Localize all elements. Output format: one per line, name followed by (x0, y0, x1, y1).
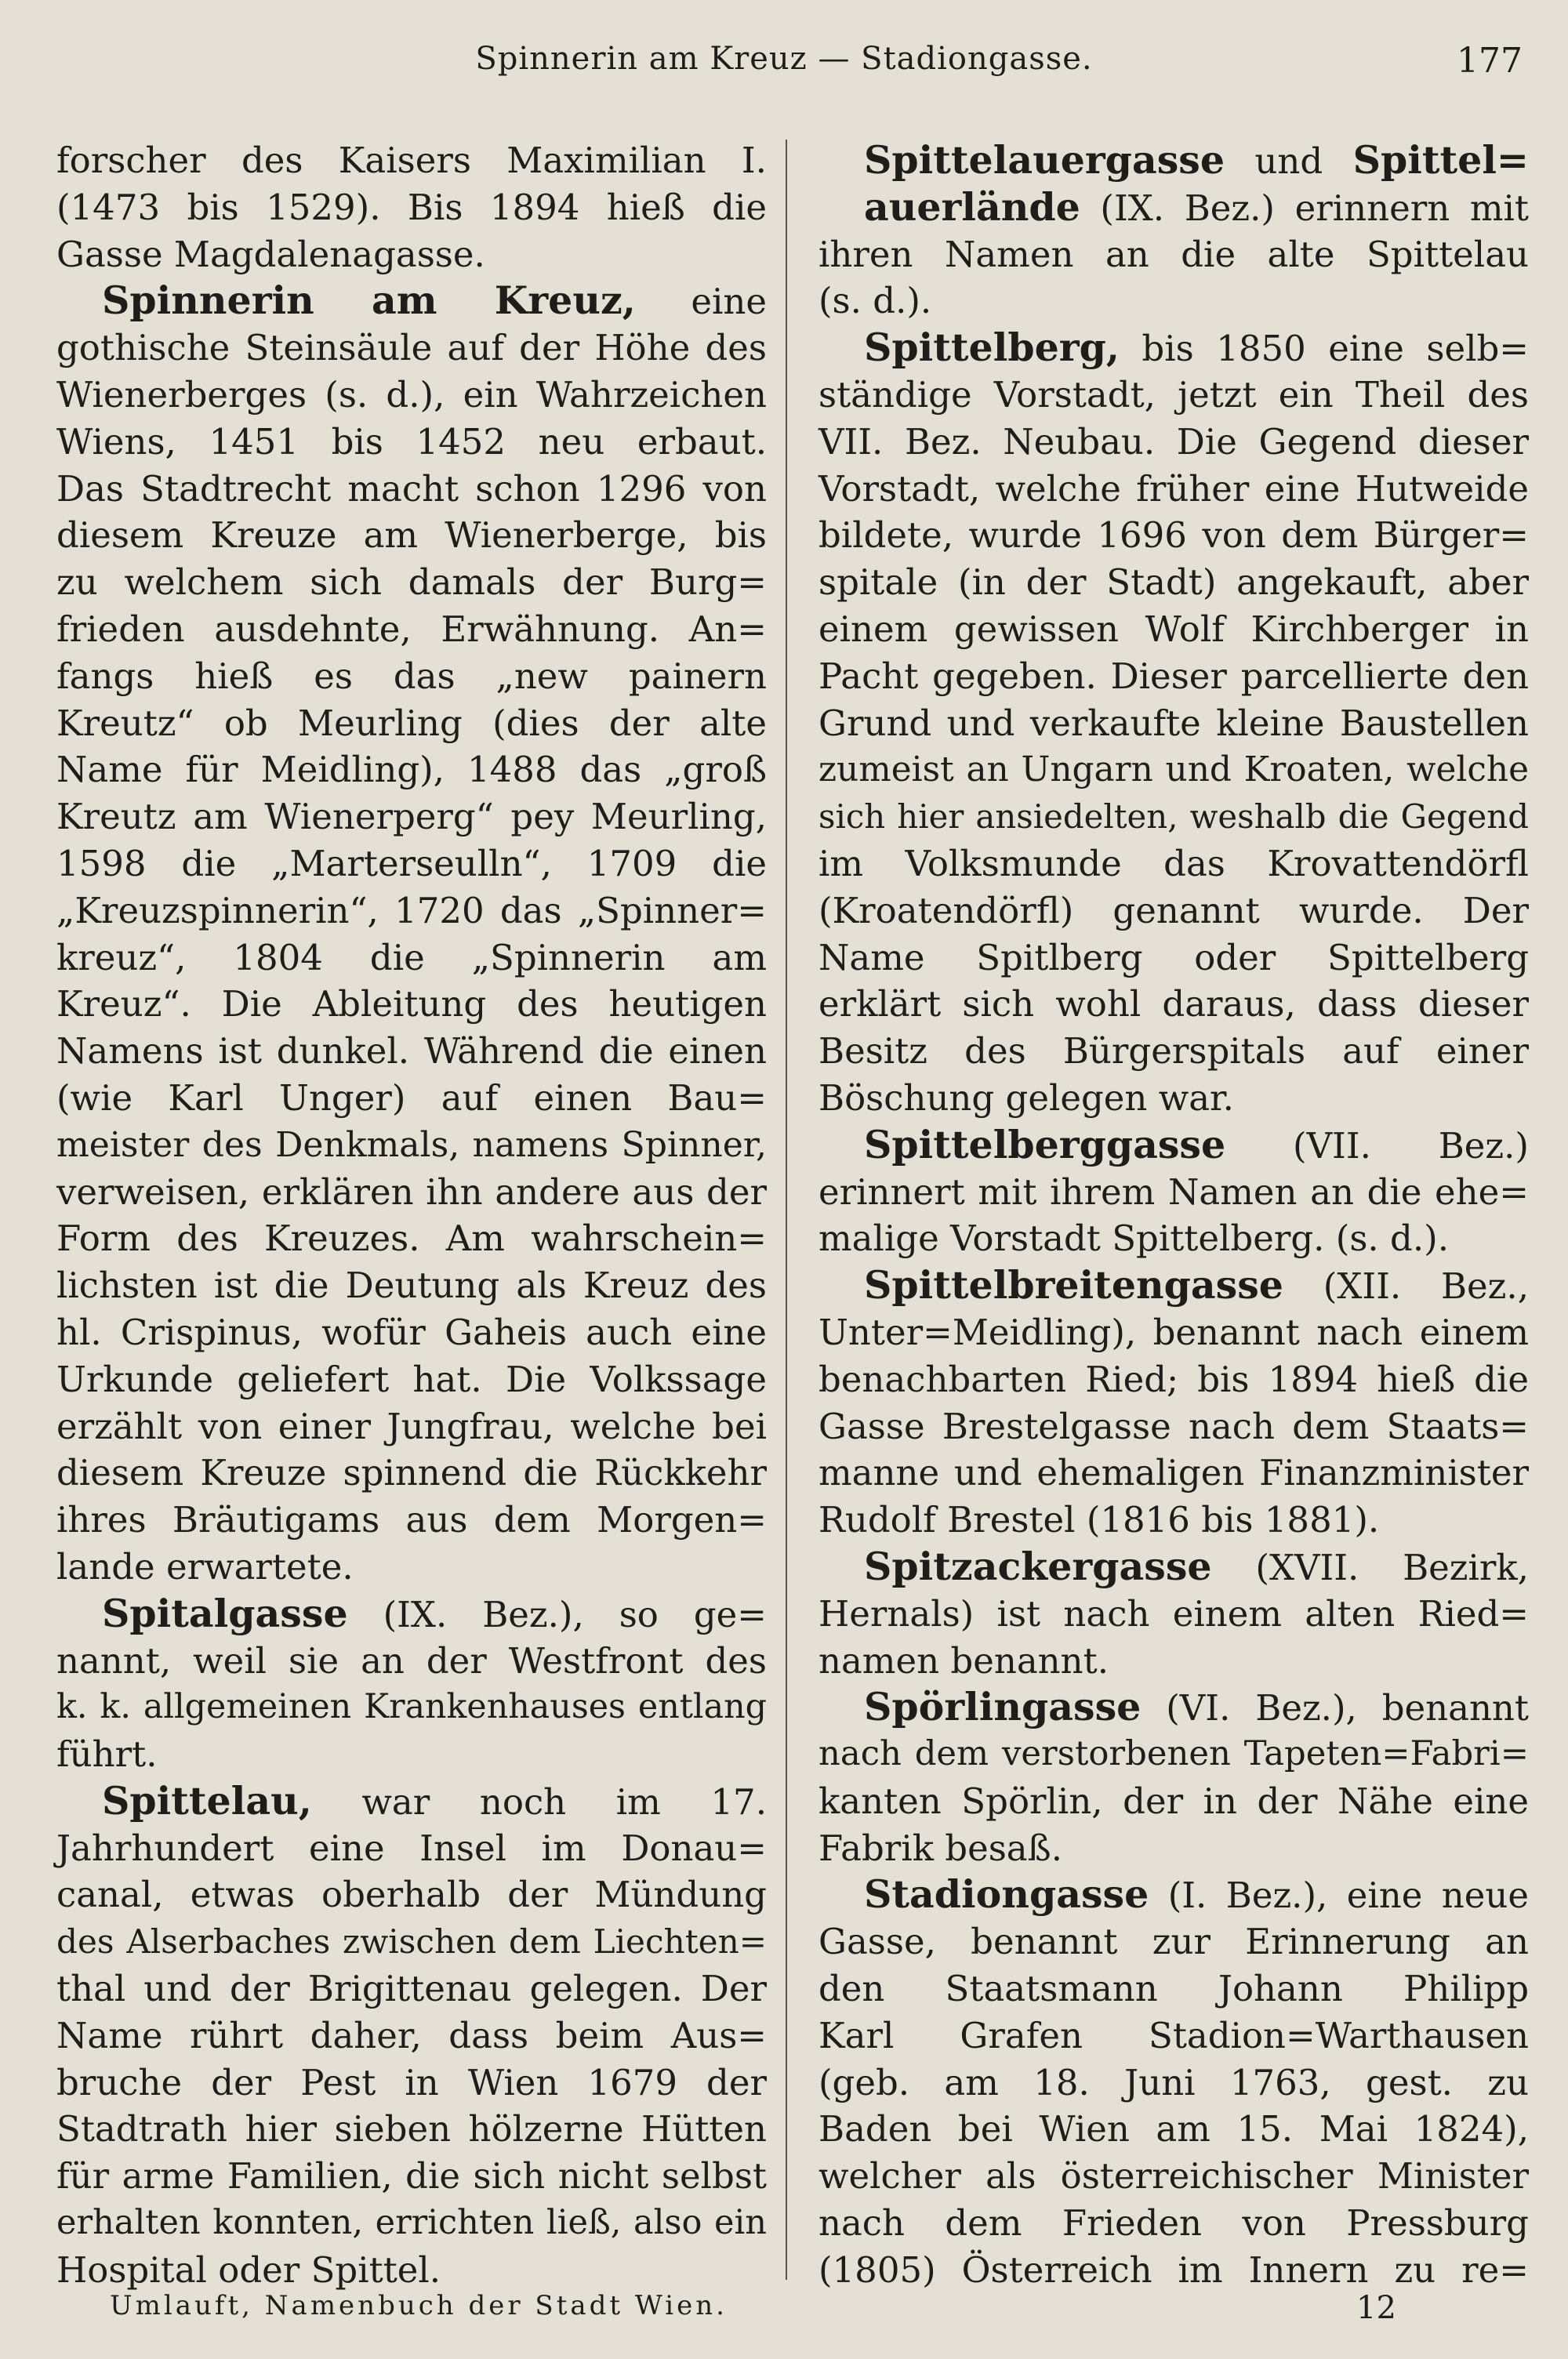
text-line (818, 512, 1529, 559)
text-line (56, 1731, 767, 1778)
text-line (56, 653, 767, 700)
text-line (818, 2153, 1529, 2200)
text-line (56, 935, 767, 982)
text-line (818, 1591, 1529, 1638)
text-line (818, 1403, 1529, 1450)
text-line (818, 1075, 1529, 1122)
line-text: war noch im 17. (311, 1780, 767, 1823)
text-line (56, 1403, 767, 1450)
line-text: (XII. Bez., (1283, 1265, 1529, 1308)
text-line (818, 1825, 1529, 1872)
line-text: fangs hieß es das „new painern (56, 655, 767, 697)
line-text: ständige Vorstadt, jetzt ein Theil des (818, 373, 1529, 416)
line-text: sich hier ansiedelten, weshalb die Gegend (818, 797, 1529, 837)
line-text: Fabrik besaß. (818, 1827, 1063, 1869)
line-text: (IX. Bez.), so ge= (347, 1593, 767, 1635)
text-line (818, 1638, 1529, 1685)
text-line (56, 1356, 767, 1403)
text-line (56, 137, 767, 184)
line-text: ihres Bräutigams aus dem Morgen= (56, 1499, 767, 1541)
line-text: (XVII. Bezirk, (1211, 1546, 1529, 1588)
text-line (818, 466, 1529, 513)
line-text: Besitz des Bürgerspitals auf einer (818, 1030, 1529, 1072)
running-head (0, 41, 1568, 88)
entry-heading-line (818, 325, 1529, 372)
text-line (818, 700, 1529, 747)
entry-headword: Spittelberg, (864, 325, 1120, 371)
line-text: (VII. Bez.) (1225, 1124, 1529, 1167)
line-text: Kreuz“. Die Ableitung des heutigen (56, 983, 767, 1025)
text-line (818, 559, 1529, 606)
line-text: Name rührt daher, dass beim Aus= (56, 2014, 767, 2056)
line-text: Gasse Magdalenagasse. (56, 233, 485, 275)
line-text: Form des Kreuzes. Am wahrschein= (56, 1218, 767, 1260)
text-line (56, 746, 767, 793)
line-text: welcher als österreichischer Minister (818, 2155, 1529, 2197)
entry-heading-line (56, 1778, 767, 1825)
entry-headword: auerlände (864, 183, 1080, 230)
line-text: Rudolf Brestel (1816 bis 1881). (818, 1499, 1380, 1541)
entry-headword: Spittel= (1352, 137, 1529, 183)
line-text: spitale (in der Stadt) angekauft, aber (818, 561, 1529, 604)
text-line (56, 325, 767, 372)
line-text: (1805) Österreich im Innern zu re= (818, 2248, 1529, 2291)
entry-heading-line (818, 137, 1529, 184)
text-line (56, 1871, 767, 1918)
text-line (56, 1028, 767, 1075)
text-line (56, 2153, 767, 2200)
entry-heading-line (818, 1544, 1529, 1591)
text-line (56, 1122, 767, 1169)
line-text: VII. Bez. Neubau. Die Gegend dieser (818, 420, 1529, 463)
entry-headword: Stadiongasse (864, 1871, 1149, 1918)
signature-mark: 12 (1356, 2290, 1396, 2326)
text-line (818, 746, 1529, 793)
text-line (56, 512, 767, 559)
line-text: Jahrhundert eine Insel im Donau= (56, 1827, 767, 1869)
line-text: Karl Grafen Stadion=Warthausen (818, 2014, 1529, 2056)
line-text: zu welchem sich damals der Burg= (56, 561, 767, 604)
line-text: namen benannt. (818, 1639, 1109, 1682)
text-line (56, 466, 767, 513)
line-text: forscher des Kaisers Maximilian I. (56, 140, 767, 181)
line-text: den Staatsmann Johann Philipp (818, 1968, 1529, 2010)
text-line (818, 653, 1529, 700)
left-column (56, 137, 767, 2294)
line-text: (geb. am 18. Juni 1763, gest. zu (818, 2061, 1529, 2103)
line-text: „Kreuzspinnerin“, 1720 das „Spinner= (56, 889, 767, 931)
text-line (818, 981, 1529, 1028)
entry-headword: Spinnerin am Kreuz, (102, 278, 636, 324)
entry-headword: Spittelberggasse (864, 1121, 1226, 1167)
line-text: Name Spitlberg oder Spittelberg (818, 936, 1529, 978)
line-text: führt. (56, 1733, 158, 1776)
text-line (56, 372, 767, 419)
right-column (818, 137, 1529, 2294)
text-line (56, 2060, 767, 2107)
line-text: (VI. Bez.), benannt (1141, 1687, 1529, 1729)
text-line (818, 1169, 1529, 1216)
text-line (818, 2200, 1529, 2247)
text-line (818, 2012, 1529, 2060)
running-title: Spinnerin am Kreuz — Stadiongasse. (475, 41, 1093, 77)
line-text: zumeist an Ungarn und Kroaten, welche (818, 749, 1529, 790)
text-line (56, 1544, 767, 1591)
line-text: kreuz“, 1804 die „Spinnerin am (56, 936, 767, 978)
text-line (818, 231, 1529, 278)
entry-heading-line (818, 184, 1529, 231)
line-text: Vorstadt, welche früher eine Hutweide (818, 467, 1529, 510)
page-number: 177 (1457, 41, 1523, 81)
line-text: Gasse, benannt zur Erinnerung an (818, 1921, 1529, 1963)
text-line (56, 1684, 767, 1731)
line-text: canal, etwas oberhalb der Mündung (56, 1874, 767, 1916)
line-text: meister des Denkmals, namens Spinner, (56, 1124, 767, 1165)
line-text: nannt, weil sie an der Westfront des (56, 1639, 767, 1682)
text-line (56, 2200, 767, 2247)
line-text: diesem Kreuze am Wienerberge, bis (56, 514, 767, 557)
text-line (818, 1497, 1529, 1544)
text-line (818, 606, 1529, 653)
entry-heading-line (56, 278, 767, 325)
text-line (818, 1918, 1529, 1965)
line-text: (Kroatendörfl) genannt wurde. Der (818, 889, 1529, 931)
text-line (56, 1262, 767, 1309)
line-text: Böschung gelegen war. (818, 1076, 1234, 1119)
line-text: lande erwartete. (56, 1545, 354, 1588)
line-text: Hospital oder Spittel. (56, 2248, 441, 2291)
text-line (56, 981, 767, 1028)
line-text: Pacht gegeben. Dieser parcellierte den (818, 655, 1529, 697)
text-line (818, 935, 1529, 982)
line-text: Hernals) ist nach einem alten Ried= (818, 1592, 1529, 1635)
line-text: Urkunde geliefert hat. Die Volkssage (56, 1358, 767, 1400)
line-text: kanten Spörlin, der in der Nähe eine (818, 1780, 1529, 1822)
text-line (56, 1965, 767, 2012)
text-line (56, 793, 767, 840)
text-line (818, 1965, 1529, 2012)
text-line (56, 1215, 767, 1262)
entry-headword: Spittelau, (102, 1777, 312, 1824)
line-text: manne und ehemaligen Finanzminister (818, 1452, 1529, 1494)
line-text: für arme Familien, die sich nicht selbst (56, 2155, 767, 2197)
entry-heading-line (818, 1122, 1529, 1169)
text-line (56, 184, 767, 231)
line-text: und (1225, 140, 1353, 182)
line-text: eine (635, 281, 767, 323)
line-text: (wie Karl Unger) auf einen Bau= (56, 1076, 767, 1119)
line-text: Wienerberges (s. d.), ein Wahrzeichen (56, 373, 767, 416)
line-text: nach dem verstorbenen Tapeten=Fabri= (818, 1734, 1529, 1774)
text-line (818, 840, 1529, 887)
line-text: k. k. allgemeinen Krankenhauses entlang (56, 1687, 767, 1727)
text-line (818, 419, 1529, 466)
text-line (56, 1169, 767, 1216)
text-line (818, 1215, 1529, 1262)
line-text: Kreutz“ ob Meurling (dies der alte (56, 702, 767, 744)
column-divider (786, 140, 787, 2280)
text-line (56, 1918, 767, 1965)
text-line (818, 2247, 1529, 2294)
text-line (818, 1778, 1529, 1825)
entry-headword: Spittelbreitengasse (864, 1262, 1283, 1308)
line-text: bis 1850 eine selb= (1119, 328, 1529, 370)
entry-heading-line (56, 1591, 767, 1638)
entry-headword: Spitalgasse (102, 1590, 348, 1636)
page-footer (0, 2290, 1568, 2337)
entry-heading-line (818, 1262, 1529, 1309)
line-text: Kreutz am Wienerperg“ pey Meurling, (56, 796, 767, 838)
text-line (818, 1028, 1529, 1075)
line-text: im Volksmunde das Krovattendörfl (818, 842, 1529, 884)
line-text: (I. Bez.), eine neue (1149, 1874, 1529, 1917)
text-line (818, 372, 1529, 419)
line-text: einem gewissen Wolf Kirchberger in (818, 608, 1529, 650)
line-text: nach dem Frieden von Pressburg (818, 2202, 1529, 2245)
text-line (56, 700, 767, 747)
text-line (818, 2106, 1529, 2153)
line-text: erzählt von einer Jungfrau, welche bei (56, 1405, 767, 1447)
line-text: des Alserbaches zwischen dem Liechten= (56, 1922, 767, 1962)
line-text: Name für Meidling), 1488 das „groß (56, 749, 767, 791)
line-text: frieden ausdehnte, Erwähnung. An= (56, 608, 767, 650)
line-text: erhalten konnten, errichten ließ, also ein (56, 2203, 767, 2243)
entry-headword: Spitzackergasse (864, 1543, 1212, 1589)
text-line (818, 278, 1529, 325)
line-text: bildete, wurde 1696 von dem Bürger= (818, 514, 1529, 557)
line-text: (1473 bis 1529). Bis 1894 hieß die (56, 186, 767, 228)
entry-headword: Spörlingasse (864, 1684, 1142, 1730)
line-text: 1598 die „Marterseulln“, 1709 die (56, 842, 767, 884)
line-text: Stadtrath hier sieben hölzerne Hütten (56, 2108, 767, 2150)
text-line (56, 887, 767, 935)
text-line (56, 1825, 767, 1872)
entry-heading-line (818, 1871, 1529, 1918)
line-text: erklärt sich wohl daraus, dass dieser (818, 983, 1529, 1025)
line-text: erinnert mit ihrem Namen an die ehe= (818, 1170, 1529, 1213)
text-line (818, 793, 1529, 840)
line-text: benachbarten Ried; bis 1894 hieß die (818, 1358, 1529, 1400)
text-line (818, 887, 1529, 935)
line-text: hl. Crispinus, wofür Gaheis auch eine (56, 1311, 767, 1353)
text-line (56, 2012, 767, 2060)
text-line (56, 1638, 767, 1685)
entry-headword: Spittelauergasse (864, 137, 1225, 183)
text-line (56, 840, 767, 887)
text-line (818, 1731, 1529, 1778)
line-text: Wiens, 1451 bis 1452 neu erbaut. (56, 420, 767, 463)
footer-source: Umlauft, Namenbuch der Stadt Wien. (110, 2290, 728, 2321)
line-text: Unter=Meidling), benannt nach einem (818, 1311, 1529, 1353)
line-text: verweisen, erklären ihn andere aus der (56, 1170, 767, 1213)
text-line (56, 559, 767, 606)
line-text: bruche der Pest in Wien 1679 der (56, 2061, 767, 2103)
line-text: Grund und verkaufte kleine Baustellen (818, 702, 1529, 744)
text-line (818, 2060, 1529, 2107)
line-text: diesem Kreuze spinnend die Rückkehr (56, 1452, 767, 1494)
text-line (56, 1075, 767, 1122)
text-line (56, 606, 767, 653)
text-line (56, 419, 767, 466)
line-text: (IX. Bez.) erinnern mit (1080, 187, 1529, 229)
text-line (818, 1450, 1529, 1497)
text-line (56, 2106, 767, 2153)
text-line (56, 1497, 767, 1544)
line-text: malige Vorstadt Spittelberg. (s. d.). (818, 1218, 1450, 1260)
line-text: gothische Steinsäule auf der Höhe des (56, 327, 767, 369)
line-text: Das Stadtrecht macht schon 1296 von (56, 467, 767, 510)
line-text: (s. d.). (818, 280, 932, 322)
line-text: Gasse Brestelgasse nach dem Staats= (818, 1405, 1529, 1447)
text-line (56, 2247, 767, 2294)
text-line (56, 231, 767, 278)
line-text: Namens ist dunkel. Während die einen (56, 1030, 767, 1072)
line-text: lichsten ist die Deutung als Kreuz des (56, 1265, 767, 1307)
text-line (818, 1356, 1529, 1403)
line-text: Baden bei Wien am 15. Mai 1824), (818, 2108, 1529, 2150)
text-line (818, 1309, 1529, 1356)
entry-heading-line (818, 1684, 1529, 1731)
line-text: thal und der Brigittenau gelegen. Der (56, 1968, 767, 2010)
text-line (56, 1450, 767, 1497)
text-line (56, 1309, 767, 1356)
line-text: ihren Namen an die alte Spittelau (818, 233, 1529, 275)
